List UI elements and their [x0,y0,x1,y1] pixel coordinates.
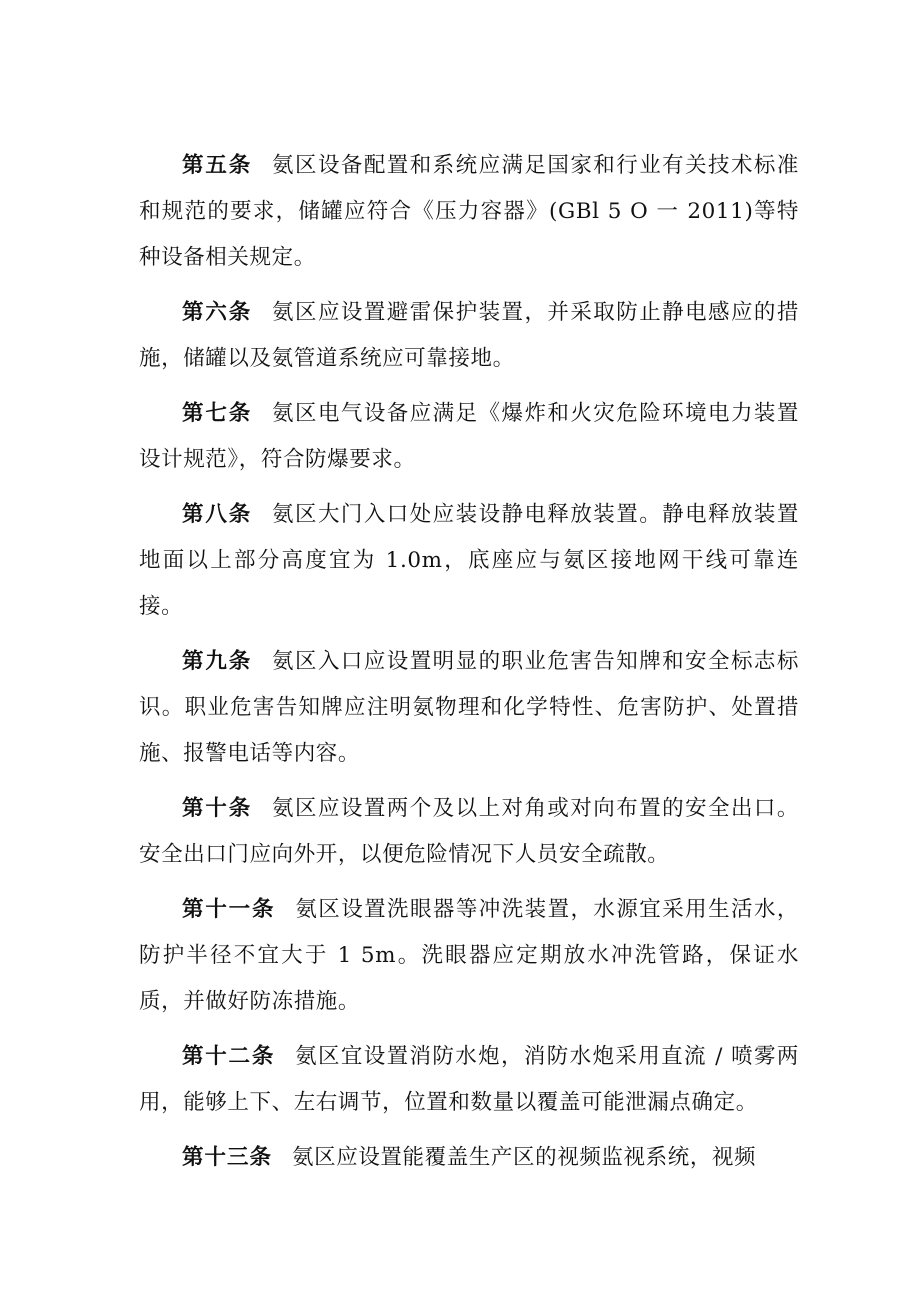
article-13 [139,1135,799,1181]
article-text: 氨区应设置两个及以上对角或对向布置的安全出口。安全出口门应向外开，以便危险情况下人员安全疏散。 [139,796,799,867]
article-text: 氨区电气设备应满足《爆炸和火灾危险环境电力装置设计规范》，符合防爆要求。 [139,401,799,472]
article-8 [139,492,799,630]
article-12 [139,1034,799,1126]
article-text: 氨区应设置能覆盖生产区的视频监视系统，视频 [292,1145,757,1170]
document-body [139,143,799,1190]
article-text: 氨区设置洗眼器等冲洗装置，水源宜采用生活水，防护半径不宜大于 1 5m。洗眼器应定期放水冲洗管路，保证水质，并做好防冻措施。 [139,897,799,1014]
article-11 [139,887,799,1025]
article-number: 第十三条 [182,1145,273,1170]
article-text: 氨区设备配置和系统应满足国家和行业有关技术标准和规范的要求，储罐应符合《压力容器》(GBl 5 O 一 2011)等特种设备相关规定。 [139,153,799,270]
article-text: 氨区宜设置消防水炮，消防水炮采用直流 / 喷雾两用，能够上下、左右调节，位置和数量以覆盖可能泄漏点确定。 [139,1044,799,1115]
article-text: 氨区应设置避雷保护装置，并采取防止静电感应的措施，储罐以及氨管道系统应可靠接地。 [139,300,799,371]
article-text: 氨区入口应设置明显的职业危害告知牌和安全标志标识。职业危害告知牌应注明氨物理和化学特性、危害防护、处置措施、报警电话等内容。 [139,649,799,766]
article-number: 第八条 [182,502,253,527]
article-7 [139,391,799,483]
article-9 [139,639,799,777]
article-5 [139,143,799,281]
article-number: 第五条 [182,153,253,178]
article-number: 第九条 [182,649,253,674]
article-number: 第十条 [182,796,253,821]
article-number: 第十二条 [182,1044,276,1069]
article-10 [139,786,799,878]
article-text: 氨区大门入口处应装设静电释放装置。静电释放装置地面以上部分高度宜为 1.0m，底座应与氨区接地网干线可靠连接。 [139,502,799,619]
article-number: 第七条 [182,401,253,426]
article-6 [139,290,799,382]
article-number: 第六条 [182,300,253,325]
article-number: 第十一条 [182,897,276,922]
